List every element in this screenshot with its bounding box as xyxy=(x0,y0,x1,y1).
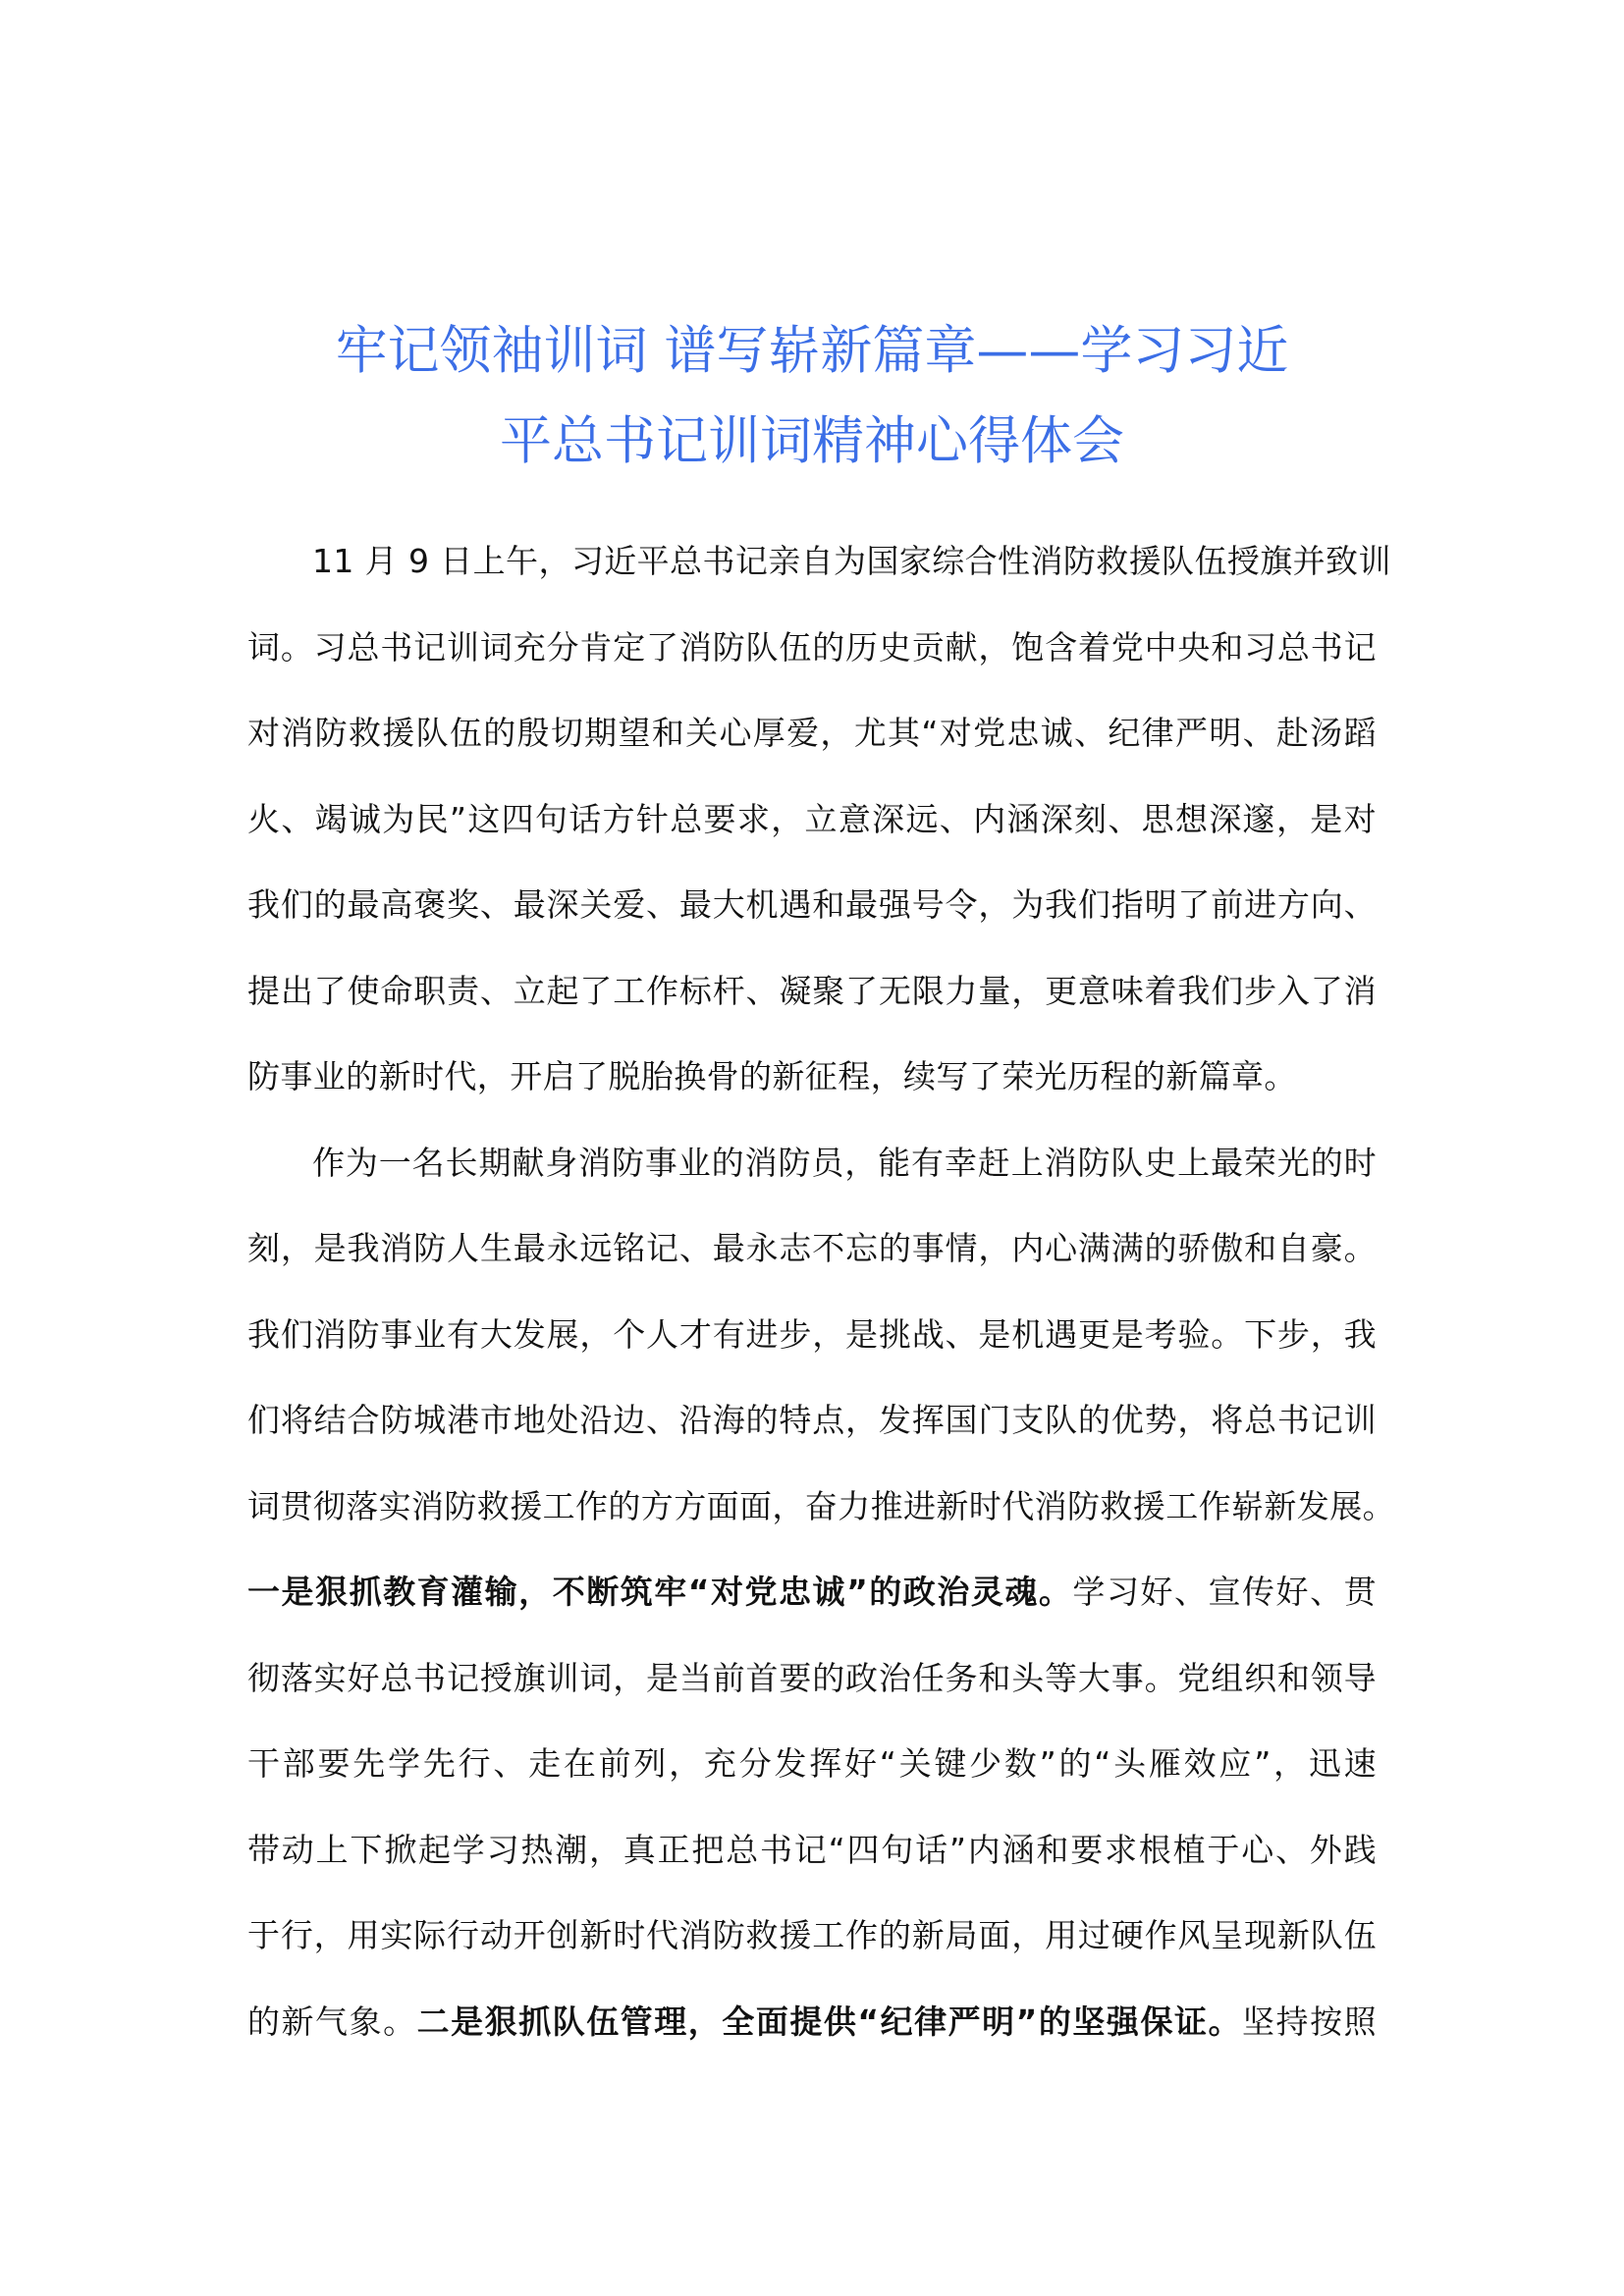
text-line: 11 月 9 日上午，习近平总书记亲自为国家综合性消防救援队伍授旗并致训 xyxy=(312,542,1391,580)
document-title xyxy=(236,306,1388,487)
text-line: 带动上下掀起学习热潮，真正把总书记“四句话”内涵和要求根植于心、外践 xyxy=(247,1830,1377,1869)
text-line: 我们的最高褒奖、最深关爱、最大机遇和最强号令，为我们指明了前进方向、 xyxy=(247,885,1377,924)
text-line: 刻，是我消防人生最永远铭记、最永志不忘的事情，内心满满的骄傲和自豪。 xyxy=(247,1229,1377,1267)
text-line: 词。习总书记训词充分肯定了消防队伍的历史贡献，饱含着党中央和习总书记 xyxy=(247,627,1377,667)
title-line: 平总书记训词精神心得体会 xyxy=(500,411,1124,471)
text-line: 火、竭诚为民”这四句话方针总要求，立意深远、内涵深刻、思想深邃，是对 xyxy=(247,799,1377,838)
text-line: 提出了使命职责、立起了工作标杆、凝聚了无限力量，更意味着我们步入了消 xyxy=(247,971,1377,1010)
text-line-mixed xyxy=(247,1549,1377,1635)
text-line: 我们消防事业有大发展，个人才有进步，是挑战、是机遇更是考验。下步，我 xyxy=(247,1314,1377,1354)
text-line: 彻落实好总书记授旗训词，是当前首要的政治任务和头等大事。党组织和领导 xyxy=(247,1658,1377,1697)
text-line: 干部要先学先行、走在前列，充分发挥好“关键少数”的“头雁效应”，迅速 xyxy=(247,1744,1377,1783)
text-line: 防事业的新时代，开启了脱胎换骨的新征程，续写了荣光历程的新篇章。 xyxy=(247,1057,1297,1095)
text-line: 于行，用实际行动开创新时代消防救援工作的新局面，用过硬作风呈现新队伍 xyxy=(247,1916,1377,1954)
bold-heading: 二是狠抓队伍管理，全面提供“纪律严明”的坚强保证。 xyxy=(416,2002,1243,2041)
text-run: 坚持按照 xyxy=(1242,2002,1377,2041)
text-line: 作为一名长期献身消防事业的消防员，能有幸赶上消防队史上最荣光的时 xyxy=(312,1143,1377,1182)
title-line: 牢记领袖训词 谱写崭新篇章——学习习近 xyxy=(335,321,1289,381)
text-run: 学习好、宣传好、贯 xyxy=(1072,1573,1377,1611)
text-line: 对消防救援队伍的殷切期望和关心厚爱，尤其“对党忠诚、纪律严明、赴汤蹈 xyxy=(247,714,1377,752)
bold-heading: 一是狠抓教育灌输，不断筑牢“对党忠诚”的政治灵魂。 xyxy=(247,1573,1073,1611)
document-body xyxy=(247,518,1395,2064)
text-run: 的新气象。 xyxy=(247,2002,417,2041)
text-line: 们将结合防城港市地处沿边、沿海的特点，发挥国门支队的优势，将总书记训 xyxy=(247,1401,1377,1439)
text-line-mixed xyxy=(247,1979,1377,2065)
text-line: 词贯彻落实消防救援工作的方方面面，奋力推进新时代消防救援工作崭新发展。 xyxy=(247,1486,1395,1525)
